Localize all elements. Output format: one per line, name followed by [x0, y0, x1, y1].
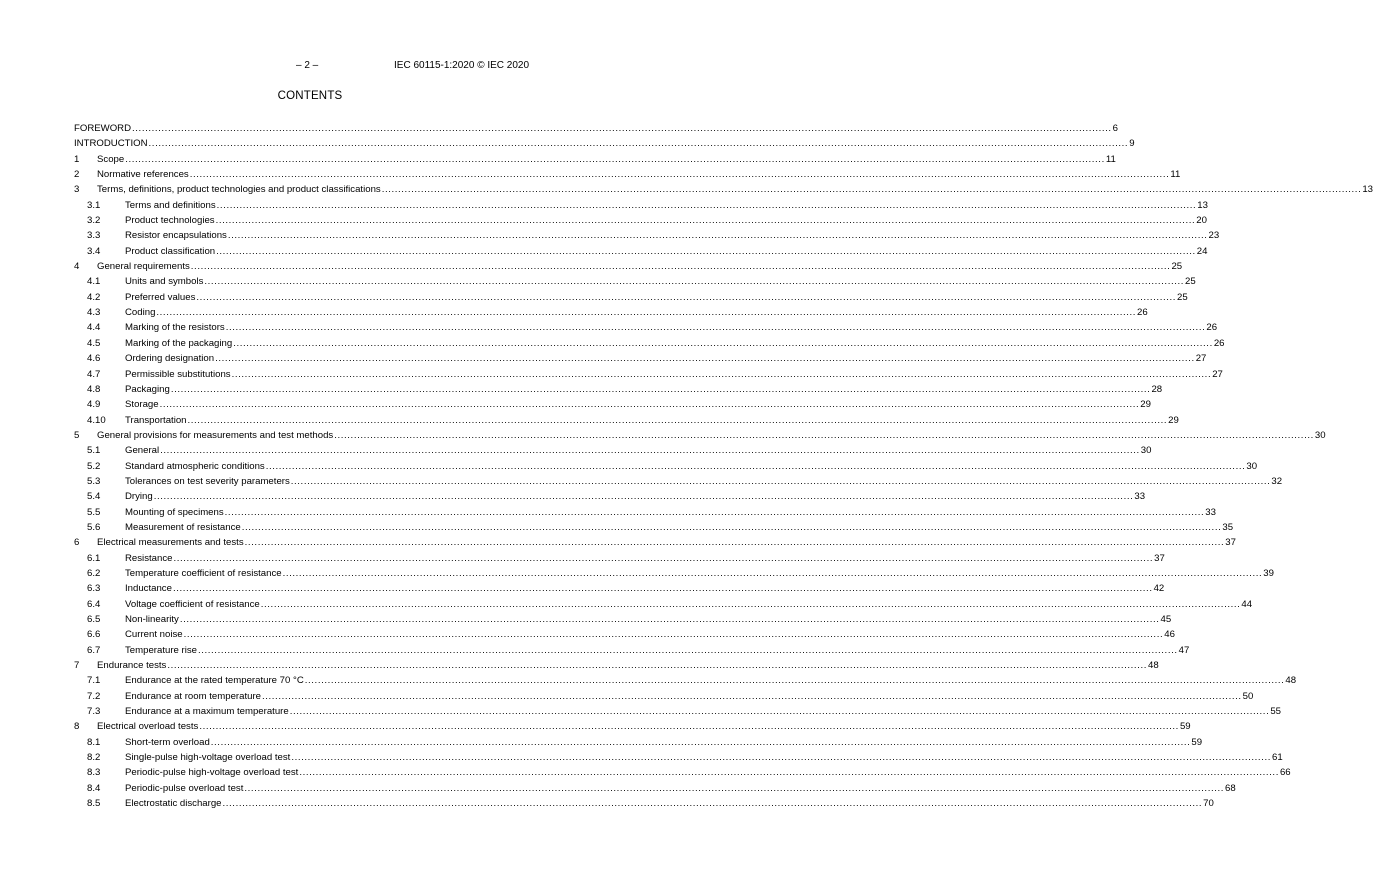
toc-entry-leader-line [125, 643, 1190, 658]
toc-entry-title[interactable]: General provisions for measurements and test methods [97, 429, 334, 441]
toc-dot-leader: ............................................................................................................................................................................................................................................................................................................ [156, 307, 1137, 319]
toc-entry-title[interactable]: Ordering designation [125, 353, 215, 365]
toc-entry-title[interactable]: Coding [125, 307, 156, 319]
toc-entry-title[interactable]: Tolerances on test severity parameters [125, 475, 290, 487]
toc-entry-page[interactable]: 13 [1197, 199, 1208, 211]
toc-entry[interactable] [74, 581, 1165, 596]
toc-dot-leader: ............................................................................................................................................................................................................................................................................................................ [244, 537, 1225, 549]
toc-entry-number: 8.5 [87, 798, 101, 810]
toc-entry-leader-line [97, 719, 1191, 734]
toc-entry[interactable] [74, 152, 1116, 167]
toc-entry-title[interactable]: Inductance [125, 583, 172, 595]
toc-entry-number: 3.4 [87, 245, 101, 257]
toc-entry-leader-line [125, 704, 1282, 719]
toc-entry[interactable] [74, 535, 1236, 550]
toc-entry[interactable] [74, 489, 1146, 504]
toc-entry-leader-line [97, 535, 1236, 550]
toc-entry-leader-line [125, 244, 1208, 259]
toc-entry-number: 3.2 [87, 215, 101, 227]
document-reference: IEC 60115-1:2020 © IEC 2020 [394, 60, 530, 71]
toc-entry-leader-line [125, 459, 1258, 474]
toc-entry[interactable] [74, 198, 1208, 213]
toc-entry-page[interactable]: 26 [1137, 307, 1148, 319]
toc-entry-number: 6 [74, 537, 80, 549]
toc-entry-number: 8.3 [87, 767, 101, 779]
toc-entry[interactable] [74, 443, 1152, 458]
toc-entry-leader-line [74, 121, 1119, 136]
toc-entry-leader-line [97, 167, 1181, 182]
toc-entry-page[interactable]: 20 [1196, 215, 1207, 227]
toc-entry-page[interactable]: 48 [1285, 675, 1297, 687]
toc-entry-title[interactable]: General [125, 445, 160, 457]
toc-entry[interactable] [74, 167, 1181, 182]
toc-entry[interactable] [74, 459, 1258, 474]
toc-dot-leader: ............................................................................................................................................................................................................................................................................................................ [183, 629, 1164, 641]
toc-entry-page[interactable]: 50 [1242, 690, 1254, 702]
toc-dot-leader: ............................................................................................................................................................................................................................................................................................................ [187, 414, 1168, 426]
toc-entry-number: 5.3 [87, 475, 101, 487]
toc-entry[interactable] [74, 382, 1163, 397]
toc-entry-title[interactable]: Temperature rise [125, 644, 197, 656]
toc-entry-title[interactable]: Product classification [125, 245, 216, 257]
toc-entry-leader-line [125, 520, 1234, 535]
toc-dot-leader: ............................................................................................................................................................................................................................................................................................................ [224, 506, 1205, 518]
toc-dot-leader: ............................................................................................................................................................................................................................................................................................................ [216, 245, 1196, 257]
toc-dot-leader: ............................................................................................................................................................................................................................................................................................................ [159, 399, 1140, 411]
toc-entry[interactable] [74, 305, 1148, 320]
toc-entry-title[interactable]: Transportation [125, 414, 187, 426]
toc-entry-title[interactable]: Marking of the resistors [125, 322, 225, 334]
toc-dot-leader: ............................................................................................................................................................................................................................................................................................................ [153, 491, 1134, 503]
toc-entry-leader-line [125, 581, 1165, 596]
toc-entry-leader-line [125, 320, 1218, 335]
toc-dot-leader: ............................................................................................................................................................................................................................................................................................................ [197, 644, 1178, 656]
toc-entry-leader-line [97, 658, 1159, 673]
toc-entry-title[interactable]: Packaging [125, 383, 170, 395]
toc-entry-title[interactable]: Voltage coefficient of resistance [125, 598, 260, 610]
toc-entry-page[interactable]: 42 [1153, 583, 1165, 595]
toc-entry-title[interactable]: Temperature coefficient of resistance [125, 567, 282, 579]
toc-dot-leader: ............................................................................................................................................................................................................................................................................................................ [215, 215, 1196, 227]
toc-entry-title[interactable]: Endurance at the rated temperature 70 °C [125, 675, 304, 687]
toc-entry[interactable] [74, 566, 1274, 581]
toc-entry-title[interactable]: Units and symbols [125, 276, 204, 288]
toc-dot-leader: ............................................................................................................................................................................................................................................................................................................ [381, 184, 1362, 196]
toc-entry-page[interactable]: 44 [1241, 598, 1253, 610]
toc-dot-leader: ............................................................................................................................................................................................................................................................................................................ [265, 460, 1246, 472]
toc-dot-leader: ............................................................................................................................................................................................................................................................................................................ [172, 583, 1153, 595]
toc-entry-page[interactable]: 45 [1160, 614, 1172, 625]
toc-entry-leader-line [125, 397, 1151, 412]
toc-entry-page[interactable]: 27 [1195, 353, 1207, 365]
toc-dot-leader: ............................................................................................................................................................................................................................................................................................................ [196, 291, 1177, 303]
toc-entry[interactable] [74, 505, 1216, 520]
toc-entry-leader-line [125, 597, 1253, 612]
toc-dot-leader: ............................................................................................................................................................................................................................................................................................................ [173, 552, 1154, 564]
toc-entry[interactable] [74, 796, 1214, 811]
toc-entry[interactable] [74, 244, 1208, 259]
toc-entry[interactable] [74, 765, 1291, 780]
toc-entry-number: 3.3 [87, 230, 101, 242]
toc-entry-page[interactable]: 33 [1134, 491, 1146, 503]
toc-entry-title[interactable]: Preferred values [125, 291, 196, 303]
toc-entry[interactable] [74, 274, 1196, 289]
toc-entry-number: 8.1 [87, 736, 101, 748]
toc-entry-leader-line [125, 612, 1172, 627]
toc-entry-number: 4.1 [87, 276, 101, 288]
toc-entry[interactable] [74, 643, 1190, 658]
toc-dot-leader: ............................................................................................................................................................................................................................................................................................................ [199, 721, 1179, 733]
toc-entry-number: 6.3 [87, 583, 101, 595]
toc-dot-leader: ............................................................................................................................................................................................................................................................................................................ [299, 767, 1279, 779]
toc-entry-title[interactable]: Endurance at room temperature [125, 690, 261, 702]
toc-entry-number: 4.2 [87, 291, 101, 303]
toc-entry-leader-line [97, 259, 1183, 274]
toc-entry-page[interactable]: 70 [1203, 798, 1214, 810]
toc-entry[interactable] [74, 704, 1282, 719]
toc-entry[interactable] [74, 612, 1172, 627]
toc-entry-title[interactable]: Non-linearity [125, 614, 179, 625]
toc-dot-leader: ............................................................................................................................................................................................................................................................................................................ [233, 337, 1213, 349]
toc-entry-number: 3.1 [87, 199, 101, 211]
toc-entry-leader-line [125, 735, 1203, 750]
toc-entry-page[interactable]: 37 [1154, 552, 1165, 564]
toc-entry-leader-line [125, 765, 1291, 780]
toc-entry-number: 4.3 [87, 307, 101, 319]
toc-entry-number: 4.9 [87, 399, 101, 411]
toc-entry-page[interactable]: 46 [1164, 629, 1175, 641]
toc-entry-leader-line [125, 413, 1179, 428]
toc-entry[interactable] [74, 781, 1236, 796]
toc-entry-number: 6.4 [87, 598, 101, 610]
toc-entry-title[interactable]: Marking of the packaging [125, 337, 233, 349]
toc-entry-leader-line [125, 489, 1146, 504]
toc-dot-leader: ............................................................................................................................................................................................................................................................................................................ [291, 752, 1271, 764]
toc-entry[interactable] [74, 228, 1220, 243]
toc-entry-page[interactable]: 27 [1212, 368, 1223, 380]
toc-entry[interactable] [74, 182, 1373, 197]
toc-entry-page[interactable]: 68 [1225, 782, 1236, 794]
toc-entry-leader-line [125, 213, 1207, 228]
toc-entry[interactable] [74, 551, 1165, 566]
toc-entry-leader-line [125, 627, 1175, 642]
toc-entry-page[interactable]: 59 [1179, 721, 1191, 733]
toc-entry-number: 7 [74, 660, 80, 672]
toc-dot-leader: ............................................................................................................................................................................................................................................................................................................ [225, 322, 1206, 334]
toc-entry-page[interactable]: 66 [1279, 767, 1291, 779]
toc-dot-leader: ............................................................................................................................................................................................................................................................................................................ [304, 675, 1285, 687]
toc-entry-page[interactable]: 39 [1263, 567, 1274, 579]
toc-entry[interactable] [74, 367, 1223, 382]
toc-entry-page[interactable]: 24 [1196, 245, 1208, 257]
toc-dot-leader: ............................................................................................................................................................................................................................................................................................................ [244, 782, 1225, 794]
toc-entry[interactable] [74, 259, 1183, 274]
toc-dot-leader: ............................................................................................................................................................................................................................................................................................................ [260, 598, 1241, 610]
toc-entry-page[interactable]: 28 [1151, 383, 1163, 395]
toc-entry-page[interactable]: 6 [1112, 123, 1119, 134]
toc-entry-number: 4.7 [87, 368, 101, 380]
toc-entry-title[interactable]: Scope [97, 153, 125, 165]
toc-dot-leader: ............................................................................................................................................................................................................................................................................................................ [125, 153, 1105, 165]
toc-dot-leader: ............................................................................................................................................................................................................................................................................................................ [215, 353, 1195, 365]
toc-entry-number: 6.2 [87, 567, 101, 579]
toc-dot-leader: ............................................................................................................................................................................................................................................................................................................ [167, 660, 1147, 672]
toc-entry-number: 4 [74, 261, 80, 273]
toc-entry[interactable] [74, 520, 1234, 535]
toc-entry-page[interactable]: 26 [1213, 337, 1225, 349]
toc-entry-page[interactable]: 37 [1225, 537, 1236, 549]
toc-entry-title[interactable]: Standard atmospheric conditions [125, 460, 265, 472]
toc-dot-leader: ............................................................................................................................................................................................................................................................................................................ [290, 475, 1271, 487]
toc-entry[interactable] [74, 213, 1207, 228]
toc-entry-page[interactable]: 33 [1205, 506, 1216, 518]
toc-entry-leader-line [125, 274, 1196, 289]
toc-entry-title[interactable]: Periodic-pulse overload test [125, 782, 244, 794]
toc-entry-leader-line [125, 505, 1216, 520]
toc-entry-number: 8.4 [87, 782, 101, 794]
toc-entry[interactable] [74, 336, 1225, 351]
toc-entry-title[interactable]: Normative references [97, 169, 189, 181]
toc-dot-leader: ............................................................................................................................................................................................................................................................................................................ [282, 567, 1263, 579]
toc-entry-number: 5.5 [87, 506, 101, 518]
toc-entry-leader-line [97, 182, 1373, 197]
toc-entry-page[interactable]: 13 [1362, 184, 1373, 196]
toc-entry-title[interactable]: Current noise [125, 629, 183, 641]
toc-entry-leader-line [125, 382, 1163, 397]
toc-entry[interactable] [74, 428, 1326, 443]
toc-entry-number: 5.1 [87, 445, 101, 457]
toc-entry-number: 3 [74, 184, 80, 196]
toc-entry-number: 6.7 [87, 644, 101, 656]
toc-entry-page[interactable]: 32 [1271, 475, 1283, 487]
toc-entry[interactable] [74, 474, 1283, 489]
toc-entry[interactable] [74, 597, 1253, 612]
toc-dot-leader: ............................................................................................................................................................................................................................................................................................................ [132, 123, 1112, 134]
toc-entry-number: 4.5 [87, 337, 101, 349]
toc-entry-number: 6.5 [87, 614, 101, 625]
toc-entry-number: 5.4 [87, 491, 101, 503]
toc-entry-title[interactable]: FOREWORD [74, 123, 132, 134]
toc-entry-number: 2 [74, 169, 80, 181]
toc-entry-title[interactable]: Storage [125, 399, 159, 411]
toc-entry-page[interactable]: 9 [1129, 138, 1135, 150]
toc-entry-number: 5.2 [87, 460, 101, 472]
toc-entry-leader-line [125, 228, 1220, 243]
toc-entry[interactable] [74, 750, 1283, 765]
toc-entry[interactable] [74, 673, 1297, 688]
toc-entry-leader-line [125, 750, 1283, 765]
toc-entry-number: 7.3 [87, 706, 101, 718]
toc-entry-leader-line [125, 198, 1208, 213]
toc-entry-title[interactable]: Product technologies [125, 215, 215, 227]
toc-entry-leader-line [74, 136, 1135, 151]
toc-entry-number: 1 [74, 153, 80, 165]
toc-entry-leader-line [125, 474, 1283, 489]
toc-entry-number: 4.8 [87, 383, 101, 395]
page-title: CONTENTS [277, 90, 343, 102]
toc-dot-leader: ............................................................................................................................................................................................................................................................................................................ [170, 383, 1151, 395]
toc-entry[interactable] [74, 320, 1218, 335]
toc-entry[interactable] [74, 627, 1175, 642]
toc-entry-leader-line [125, 551, 1165, 566]
toc-dot-leader: ............................................................................................................................................................................................................................................................................................................ [148, 138, 1129, 150]
toc-entry-leader-line [125, 796, 1214, 811]
toc-entry-title[interactable]: Resistance [125, 552, 173, 564]
toc-entry-leader-line [125, 351, 1207, 366]
toc-entry[interactable] [74, 290, 1188, 305]
toc-entry-page[interactable]: 48 [1147, 660, 1159, 672]
toc-entry-title[interactable]: General requirements [97, 261, 190, 273]
toc-entry-title[interactable]: Mounting of specimens [125, 506, 224, 518]
toc-entry-page[interactable]: 61 [1271, 752, 1283, 764]
toc-entry-title[interactable]: Endurance at a maximum temperature [125, 706, 289, 718]
toc-entry-number: 4.4 [87, 322, 101, 334]
toc-entry-page[interactable]: 11 [1170, 169, 1181, 181]
toc-entry-title[interactable]: Drying [125, 491, 153, 503]
toc-entry-leader-line [125, 336, 1225, 351]
toc-entry-leader-line [125, 367, 1223, 382]
toc-dot-leader: ............................................................................................................................................................................................................................................................................................................ [289, 706, 1270, 718]
toc-entry-leader-line [125, 443, 1152, 458]
page-number: – 2 – [296, 60, 319, 71]
toc-entry-leader-line [125, 781, 1236, 796]
toc-entry-title[interactable]: Measurement of resistance [125, 521, 241, 533]
toc-entry-title[interactable]: Permissible substitutions [125, 368, 231, 380]
toc-entry-page[interactable]: 23 [1208, 230, 1220, 242]
toc-entry-number: 8 [74, 721, 80, 733]
toc-dot-leader: ............................................................................................................................................................................................................................................................................................................ [189, 169, 1170, 181]
toc-entry-page[interactable]: 35 [1222, 521, 1234, 533]
toc-entry-leader-line [125, 305, 1148, 320]
toc-entry-number: 7.2 [87, 690, 101, 702]
toc-dot-leader: ............................................................................................................................................................................................................................................................................................................ [190, 261, 1171, 273]
toc-entry-title[interactable]: Electrical measurements and tests [97, 537, 244, 549]
toc-entry-title[interactable]: Terms, definitions, product technologies and product classifications [97, 184, 381, 196]
toc-entry[interactable] [74, 121, 1119, 136]
toc-dot-leader: ............................................................................................................................................................................................................................................................................................................ [231, 368, 1212, 380]
toc-entry-page[interactable]: 29 [1140, 399, 1151, 411]
toc-dot-leader: ............................................................................................................................................................................................................................................................................................................ [210, 736, 1191, 748]
toc-dot-leader: ............................................................................................................................................................................................................................................................................................................ [216, 199, 1197, 211]
toc-entry-page[interactable]: 30 [1314, 429, 1326, 441]
toc-entry-leader-line [97, 152, 1116, 167]
toc-dot-leader: ............................................................................................................................................................................................................................................................................................................ [222, 798, 1203, 810]
toc-entry-number: 6.1 [87, 552, 101, 564]
toc-entry[interactable] [74, 413, 1179, 428]
toc-entry[interactable] [74, 397, 1151, 412]
toc-entry-page[interactable]: 25 [1171, 261, 1183, 273]
toc-dot-leader: ............................................................................................................................................................................................................................................................................................................ [160, 445, 1140, 457]
toc-entry-number: 4.6 [87, 353, 101, 365]
toc-entry-title[interactable]: INTRODUCTION [74, 138, 148, 150]
toc-entry-leader-line [125, 673, 1297, 688]
toc-entry-page[interactable]: 47 [1178, 644, 1190, 656]
toc-entry-title[interactable]: Short-term overload [125, 736, 210, 748]
toc-entry[interactable] [74, 351, 1207, 366]
toc-entry-page[interactable]: 26 [1206, 322, 1218, 334]
toc-entry-page[interactable]: 11 [1105, 153, 1116, 165]
toc-dot-leader: ............................................................................................................................................................................................................................................................................................................ [204, 276, 1185, 288]
toc-entry-title[interactable]: Single-pulse high-voltage overload test [125, 752, 291, 764]
toc-dot-leader: ............................................................................................................................................................................................................................................................................................................ [179, 614, 1160, 625]
toc-entry-title[interactable]: Resistor encapsulations [125, 230, 227, 242]
toc-entry-number: 8.2 [87, 752, 101, 764]
toc-entry-number: 6.6 [87, 629, 101, 641]
toc-dot-leader: ............................................................................................................................................................................................................................................................................................................ [227, 230, 1208, 242]
toc-entry-page[interactable]: 30 [1140, 445, 1152, 457]
toc-entry-page[interactable]: 30 [1246, 460, 1258, 472]
toc-entry-page[interactable]: 25 [1185, 276, 1196, 288]
toc-entry-leader-line [125, 689, 1254, 704]
toc-entry-title[interactable]: Endurance tests [97, 660, 167, 672]
toc-entry-title[interactable]: Electrical overload tests [97, 721, 199, 733]
toc-entry-page[interactable]: 29 [1168, 414, 1179, 426]
toc-entry[interactable] [74, 136, 1135, 151]
toc-entry-number: 7.1 [87, 675, 101, 687]
toc-entry-page[interactable]: 55 [1270, 706, 1282, 718]
toc-entry-leader-line [125, 566, 1274, 581]
toc-entry-number: 5.6 [87, 521, 101, 533]
toc-entry[interactable] [74, 689, 1254, 704]
toc-dot-leader: ............................................................................................................................................................................................................................................................................................................ [334, 429, 1314, 441]
toc-entry[interactable] [74, 735, 1203, 750]
toc-dot-leader: ............................................................................................................................................................................................................................................................................................................ [262, 690, 1242, 702]
toc-entry-number: 5 [74, 429, 80, 441]
toc-entry-leader-line [97, 428, 1326, 443]
toc-entry-leader-line [125, 290, 1188, 305]
toc-entry-page[interactable]: 59 [1191, 736, 1203, 748]
toc-entry-title[interactable]: Terms and definitions [125, 199, 216, 211]
toc-entry[interactable] [74, 719, 1191, 734]
toc-entry-number: 4.10 [87, 414, 106, 426]
toc-dot-leader: ............................................................................................................................................................................................................................................................................................................ [241, 521, 1222, 533]
toc-entry-title[interactable]: Electrostatic discharge [125, 798, 222, 810]
toc-entry-page[interactable]: 25 [1177, 291, 1188, 303]
toc-entry-title[interactable]: Periodic-pulse high-voltage overload test [125, 767, 299, 779]
table-of-contents [74, 121, 1373, 811]
toc-entry[interactable] [74, 658, 1159, 673]
